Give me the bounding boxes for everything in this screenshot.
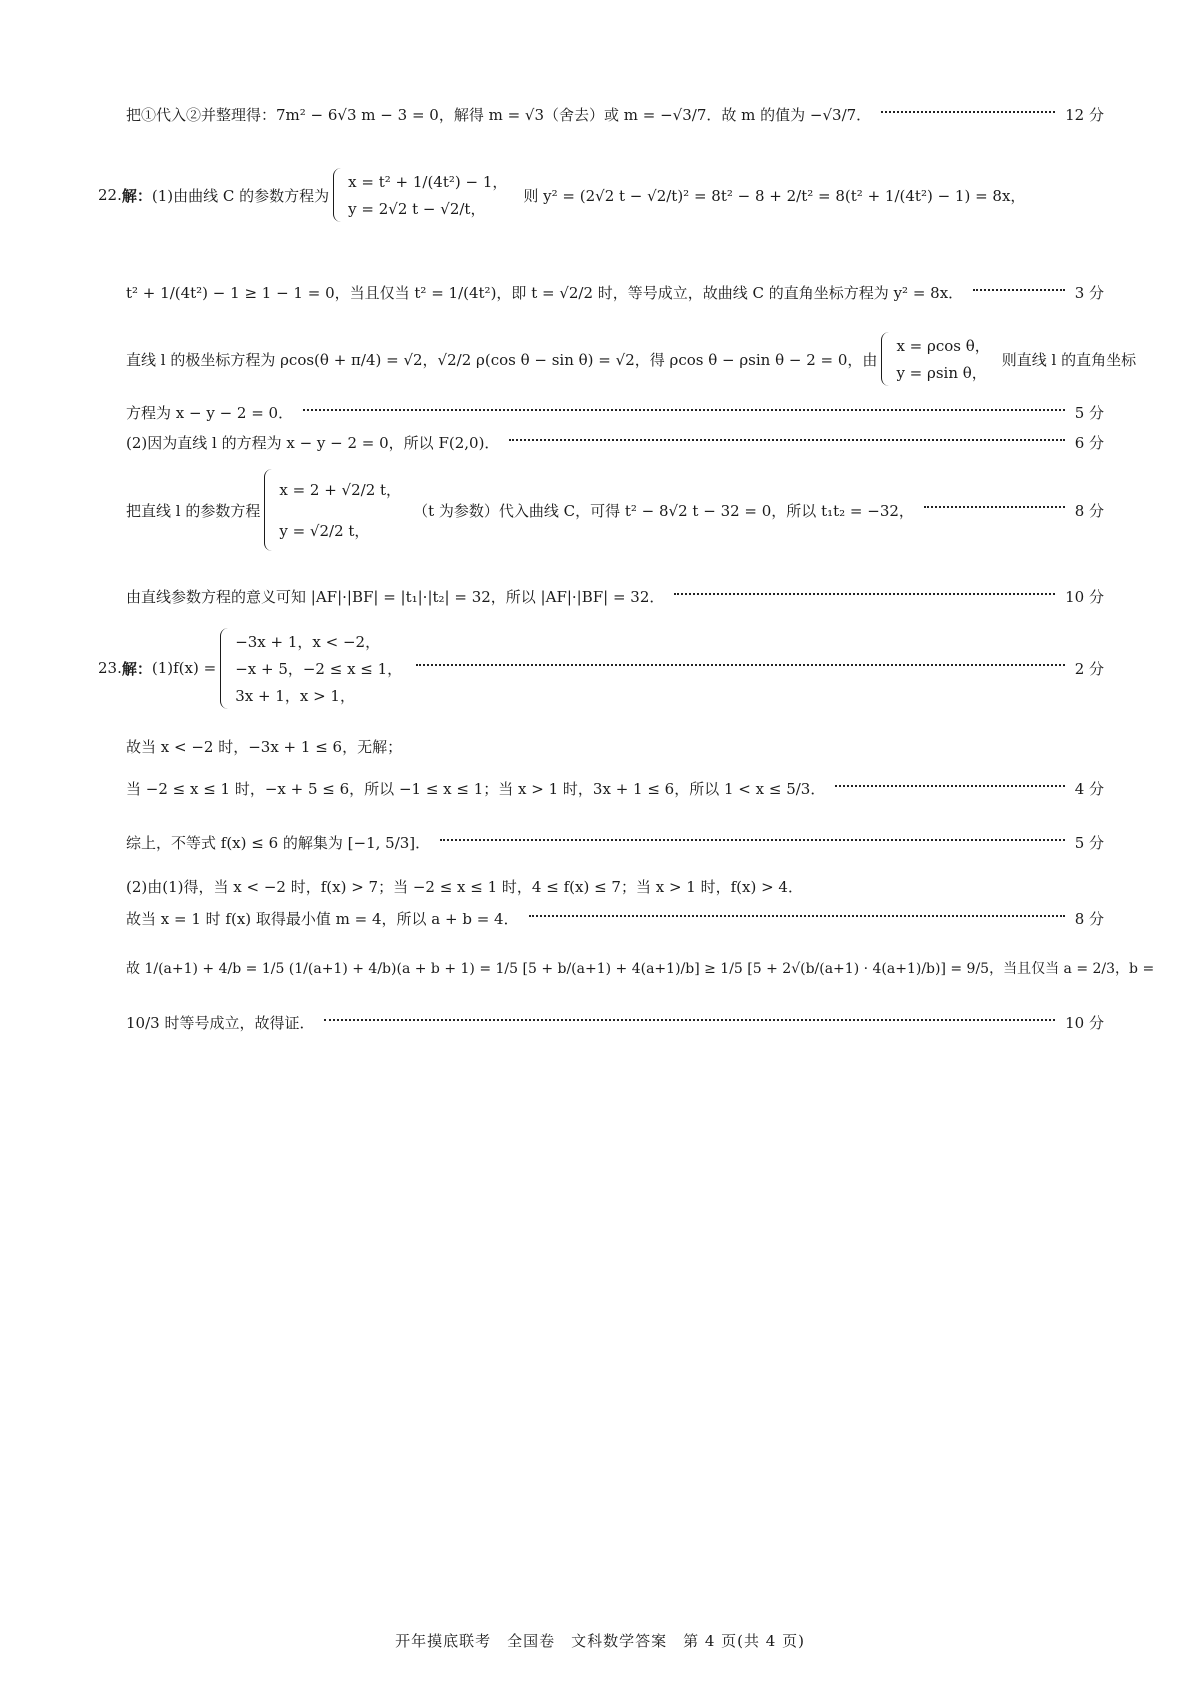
equation-system [264,469,401,551]
score-label: 5 分 [1074,834,1104,852]
answer-text: 综上，不等式 f(x) ≤ 6 的解集为 [−1, 5/3]． [126,834,431,852]
dotted-leader [324,1019,1055,1021]
dotted-leader [881,111,1055,113]
dotted-leader [973,289,1065,291]
answer-text: 由直线参数方程的意义可知 |AF|·|BF| = |t₁|·|t₂| = 32，所以 |AF|·|BF| = 32． [126,588,665,606]
score-label: 8 分 [1074,910,1104,928]
answer-text: (2)由(1)得，当 x < −2 时，f(x) > 7；当 −2 ≤ x ≤ 1 时，4 ≤ f(x) ≤ 7；当 x > 1 时，f(x) > 4． [126,878,803,896]
score-label: 10 分 [1065,1014,1104,1032]
dotted-leader [303,409,1065,411]
dotted-leader [416,664,1065,666]
piecewise-function [220,628,402,709]
answer-text: (2)因为直线 l 的方程为 x − y − 2 = 0，所以 F(2,0)． [126,434,500,452]
system-row: 3x + 1，x > 1， [235,686,355,705]
answer-line [126,778,1104,799]
answer-text: (1)f(x) = [151,659,217,677]
question-number: 23. [98,659,122,677]
answer-line [126,586,1104,607]
question-number: 22. [98,186,122,204]
answer-text: 当 −2 ≤ x ≤ 1 时，−x + 5 ≤ 6，所以 −1 ≤ x ≤ 1；当 x > 1 时，3x + 1 ≤ 6，所以 1 < x ≤ 5/3． [126,780,826,798]
question-22-start [98,160,1104,230]
answer-text: 把直线 l 的参数方程 [126,501,261,520]
score-label: 6 分 [1074,434,1104,452]
answer-line [126,282,1104,303]
answer-line [126,876,1104,897]
answer-text: 故当 x < −2 时，−3x + 1 ≤ 6，无解； [126,738,403,756]
answer-text: 则直线 l 的直角坐标 [1001,350,1137,369]
score-label: 4 分 [1074,780,1104,798]
dotted-leader [674,593,1055,595]
page-footer: 开年摸底联考 全国卷 文科数学答案 第 4 页(共 4 页) [395,1632,805,1650]
answer-text: 故当 x = 1 时 f(x) 取得最小值 m = 4，所以 a + b = 4． [126,910,519,928]
answer-text: 把①代入②并整理得：7m² − 6√3 m − 3 = 0，解得 m = √3（舍去）或 m = −√3/7．故 m 的值为 −√3/7． [126,106,872,124]
answer-line [126,432,1104,453]
system-row: x = t² + 1/(4t²) − 1， [348,173,508,191]
system-row: x = 2 + √2/2 t， [279,481,402,499]
answer-line [126,1012,1104,1033]
solution-label: 解： [121,659,152,678]
score-label: 2 分 [1074,659,1104,678]
dotted-leader [529,915,1065,917]
question-23-start [98,620,1104,716]
dotted-leader [509,439,1064,441]
answer-text: 则 y² = (2√2 t − √2/t)² = 8t² − 8 + 2/t² = 8(t² + 1/(4t²) − 1) = 8x， [523,186,1026,205]
answer-line [126,908,1104,929]
dotted-leader [835,785,1064,787]
score-label: 12 分 [1065,106,1104,124]
score-label: 5 分 [1074,404,1104,422]
answer-text: 10/3 时等号成立，故得证． [126,1014,315,1032]
system-row: −x + 5，−2 ≤ x ≤ 1， [235,659,403,678]
system-row: y = 2√2 t − √2/t， [348,200,486,218]
answer-text: (1)由曲线 C 的参数方程为 [151,186,330,205]
answer-line [126,736,1104,757]
answer-line [126,958,1155,978]
answer-text: t² + 1/(4t²) − 1 ≥ 1 − 1 = 0，当且仅当 t² = 1/(4t²)，即 t = √2/2 时，等号成立，故曲线 C 的直角坐标方程为 y² = 8x． [126,284,964,302]
system-row: y = ρsin θ， [896,364,987,382]
solution-label: 解： [121,186,152,205]
answer-line-q21-end [126,104,1104,125]
system-row: x = ρcos θ， [896,337,990,355]
answer-text: （t 为参数）代入曲线 C，可得 t² − 8√2 t − 32 = 0，所以 t₁t₂ = −32， [413,501,914,520]
system-row: y = √2/2 t， [279,522,370,540]
answer-text: 方程为 x − y − 2 = 0． [126,404,294,422]
answer-text: 故 1/(a+1) + 4/b = 1/5 (1/(a+1) + 4/b)(a + b + 1) = 1/5 [5 + b/(a+1) + 4(a+1)/b] ≥ 1/5 [5 + 2√(b/(a+1) · 4(a+1)/b)] = 9/5，当且仅当 a = 2/3，b = [126,961,1155,977]
system-row: −3x + 1，x < −2， [235,632,381,651]
dotted-leader [924,506,1065,508]
answer-line [126,402,1104,423]
equation-system [881,332,989,386]
answer-line [126,832,1104,853]
answer-line [126,470,1104,550]
score-label: 3 分 [1074,284,1104,302]
score-label: 10 分 [1065,588,1104,606]
score-label: 8 分 [1074,501,1104,520]
equation-system [333,168,507,222]
answer-line [126,330,1137,388]
answer-text: 直线 l 的极坐标方程为 ρcos(θ + π/4) = √2，√2/2 ρ(cos θ − sin θ) = √2，得 ρcos θ − ρsin θ − 2 = 0，由 [126,350,878,369]
dotted-leader [440,839,1065,841]
